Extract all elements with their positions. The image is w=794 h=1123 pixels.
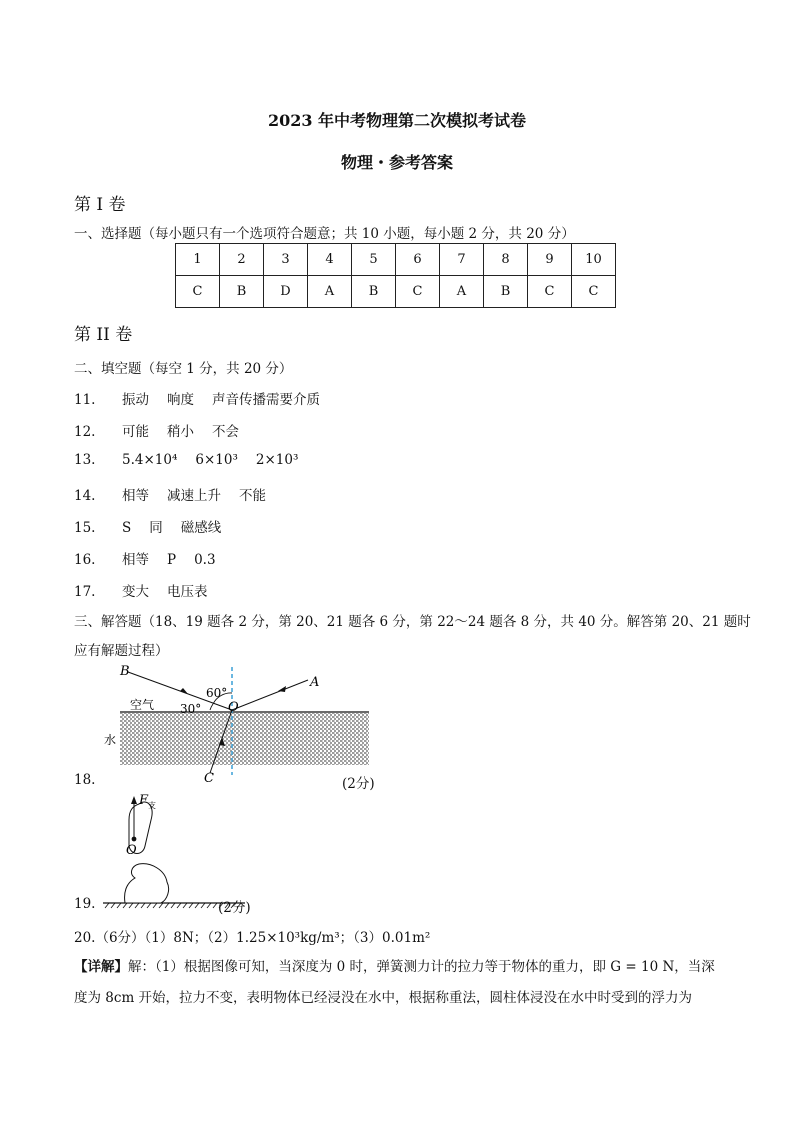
fill-answer-row — [74, 388, 338, 408]
fill-answer-item: 磁感线 — [180, 520, 222, 536]
question-number: 11. — [74, 392, 96, 408]
table-cell: C — [572, 276, 616, 308]
force-label: F — [139, 793, 149, 808]
table-cell: 4 — [308, 244, 352, 276]
q18-score: (2分) — [342, 776, 375, 792]
air-label: 空气 — [130, 698, 155, 712]
fill-answer-item: 响度 — [167, 392, 194, 408]
water-region — [120, 713, 369, 765]
arrow-icon — [180, 688, 188, 694]
q20-detail — [74, 952, 724, 1014]
table-cell: C — [528, 276, 572, 308]
support-force-diagram — [95, 790, 255, 910]
arrow-icon — [278, 686, 286, 692]
fill-answer-item: P — [167, 552, 177, 568]
fill-answer-row — [74, 452, 316, 468]
table-row-answers — [176, 276, 616, 308]
table-cell: 10 — [572, 244, 616, 276]
question-number: 15. — [74, 520, 96, 536]
question-number: 16. — [74, 552, 96, 568]
table-cell: A — [440, 276, 484, 308]
angle-30-label: 30° — [180, 702, 202, 716]
water-label: 水 — [104, 733, 117, 747]
answer-subtitle: 物理・参考答案 — [340, 153, 453, 172]
fill-answer-item: 相等 — [122, 552, 149, 568]
table-cell: 3 — [264, 244, 308, 276]
part2-heading: 第 II 卷 — [74, 325, 133, 345]
fill-answer-item: 变大 — [122, 584, 149, 600]
table-cell: 6 — [396, 244, 440, 276]
fill-answer-row — [74, 484, 284, 504]
fill-answer-item: 振动 — [122, 392, 149, 408]
table-cell: B — [484, 276, 528, 308]
table-cell: D — [264, 276, 308, 308]
fill-answer-item: 不能 — [239, 488, 266, 504]
answer-table — [175, 243, 616, 308]
table-cell: C — [396, 276, 440, 308]
question-number: 17. — [74, 584, 96, 600]
fill-answer-item: 声音传播需要介质 — [212, 392, 320, 408]
detail-label: 【详解】 — [74, 959, 128, 975]
label-b: B — [120, 664, 130, 679]
choice-section-title: 一、选择题（每小题只有一个选项符合题意；共 10 小题，每小题 2 分，共 20 分） — [74, 226, 575, 242]
label-o: O — [228, 700, 239, 715]
question-number: 13. — [74, 452, 96, 468]
part1-heading: 第 I 卷 — [74, 195, 126, 215]
fill-answer-item: 电压表 — [167, 584, 208, 600]
q18-number: 18. — [74, 772, 96, 788]
angle-60-label: 60° — [206, 686, 228, 700]
fill-answer-row — [74, 548, 234, 568]
solve-section-title-2: 应有解题过程） — [74, 643, 169, 659]
table-cell: 8 — [484, 244, 528, 276]
fill-answer-item: 可能 — [122, 424, 149, 440]
table-cell: 7 — [440, 244, 484, 276]
table-cell: 2 — [220, 244, 264, 276]
force-subscript: 支 — [148, 801, 156, 810]
table-cell: C — [176, 276, 220, 308]
label-o: O — [126, 843, 137, 858]
fill-answer-item: S — [122, 520, 132, 536]
fill-section-title: 二、填空题（每空 1 分，共 20 分） — [74, 361, 293, 377]
q19-number: 19. — [74, 896, 96, 912]
question-number: 14. — [74, 488, 96, 504]
fill-answer-item: 不会 — [212, 424, 239, 440]
fill-answer-item: 5.4×10⁴ — [122, 452, 178, 468]
table-row-numbers — [176, 244, 616, 276]
table-cell: A — [308, 276, 352, 308]
rock-shape — [125, 864, 169, 903]
angle-arc — [210, 704, 213, 710]
q20-answer-line: 20.（6分）（1）8N；（2）1.25×10³kg/m³；（3）0.01m² — [74, 930, 431, 946]
question-number: 12. — [74, 424, 96, 440]
table-cell: B — [352, 276, 396, 308]
fill-answer-item: 0.3 — [194, 552, 216, 568]
exam-title: 2023 年中考物理第二次模拟考试卷 — [267, 111, 527, 130]
fill-answer-item: 6×10³ — [195, 452, 238, 468]
fill-answer-item: 减速上升 — [167, 488, 221, 504]
table-cell: B — [220, 276, 264, 308]
table-cell: 9 — [528, 244, 572, 276]
q19-score: (2分) — [218, 900, 251, 916]
table-cell: 1 — [176, 244, 220, 276]
arrow-up-icon — [131, 796, 137, 804]
fill-answer-item: 2×10³ — [255, 452, 299, 468]
fill-answer-item: 稍小 — [167, 424, 194, 440]
solve-section-title-1: 三、解答题（18、19 题各 2 分，第 20、21 题各 6 分，第 22～24 题各 8 分，共 40 分。解答第 20、21 题时 — [74, 614, 751, 630]
label-a: A — [310, 675, 320, 690]
fill-answer-row — [74, 420, 257, 440]
fill-answer-item: 同 — [149, 520, 163, 536]
table-cell: 5 — [352, 244, 396, 276]
refraction-diagram — [100, 660, 380, 785]
detail-text: 解：（1）根据图像可知，当深度为 0 时，弹簧测力计的拉力等于物体的重力，即 G = 10 N，当深度为 8cm 开始，拉力不变，表明物体已经浸没在水中，根据称重法，圆柱体浸没在水中时受到的浮力为 — [74, 959, 715, 1006]
incident-ray — [232, 680, 308, 710]
fill-answer-item: 相等 — [122, 488, 149, 504]
center-point — [132, 837, 137, 842]
fill-answer-row — [74, 580, 226, 600]
fill-answer-row — [74, 516, 239, 536]
label-c: C — [204, 771, 214, 785]
